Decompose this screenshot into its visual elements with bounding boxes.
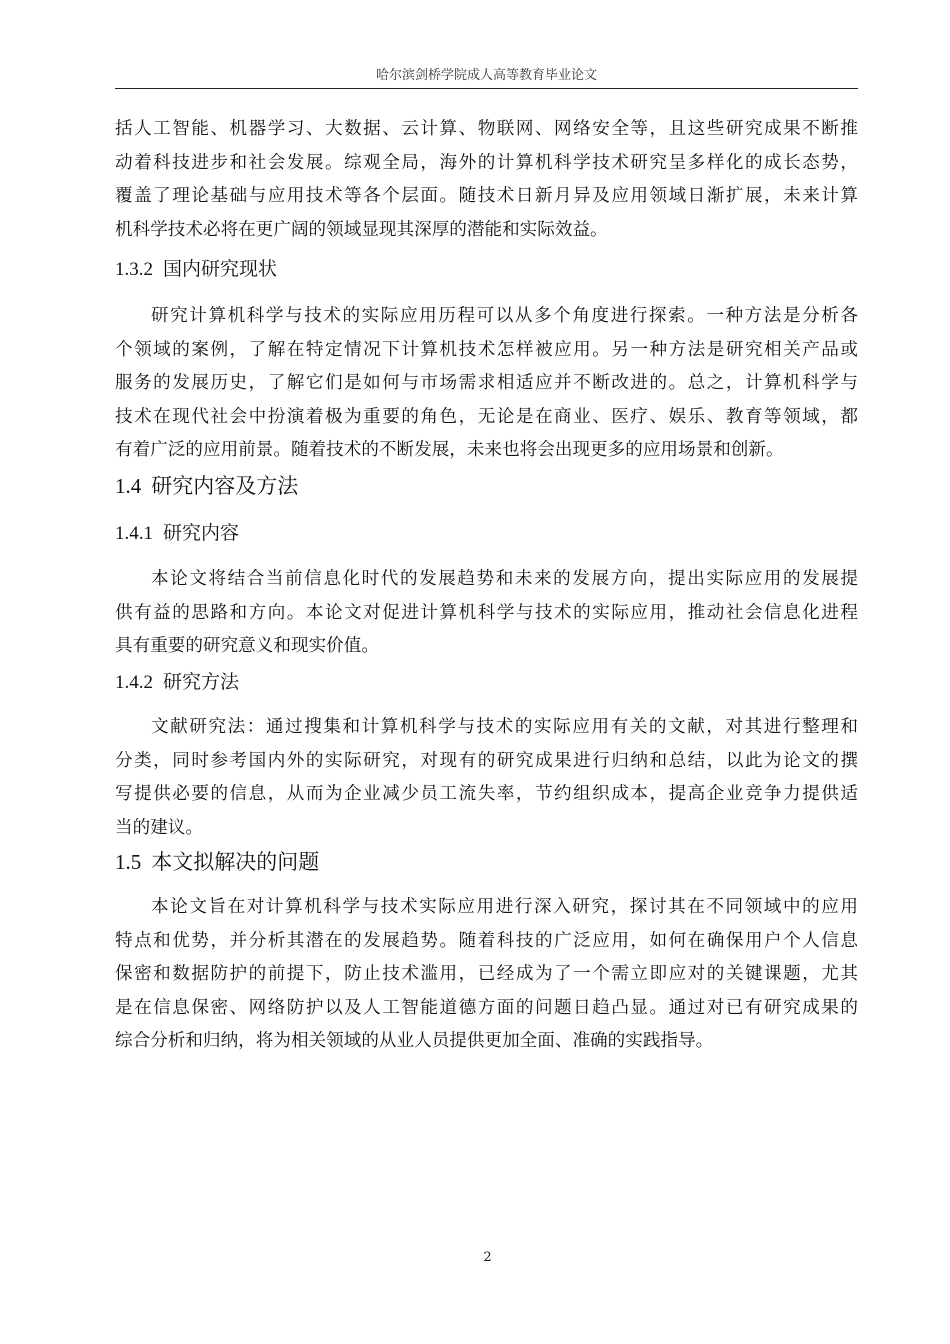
text-line: 技术在现代社会中扮演着极为重要的角色，无论是在商业、医疗、娱乐、教育等领域，都 <box>115 406 858 427</box>
text-line: 个领域的案例，了解在特定情况下计算机技术怎样被应用。另一种方法是研究相关产品或 <box>115 339 858 360</box>
text-line: 动着科技进步和社会发展。综观全局，海外的计算机科学技术研究呈多样化的成长态势， <box>115 152 858 173</box>
text-line: 本论文旨在对计算机科学与技术实际应用进行深入研究，探讨其在不同领域中的应用 <box>151 897 858 917</box>
text-line: 保密和数据防护的前提下，防止技术滥用，已经成为了一个需立即应对的关键课题，尤其 <box>115 964 858 984</box>
text-line: 分类，同时参考国内外的实际研究，对现有的研究成果进行归纳和总结，以此为论文的撰 <box>115 750 858 771</box>
heading-number: 1.4.1 <box>115 523 153 544</box>
heading-1-4-2 <box>115 667 858 697</box>
text-line: 研究计算机科学与技术的实际应用历程可以从多个角度进行探索。一种方法是分析各 <box>151 306 858 326</box>
running-header: 哈尔滨剑桥学院成人高等教育毕业论文 <box>375 68 597 83</box>
heading-title: 研究方法 <box>163 671 240 693</box>
heading-number: 1.3.2 <box>115 259 153 280</box>
text-line: 服务的发展历史，了解它们是如何与市场需求相适应并不断改进的。总之，计算机科学与 <box>115 373 858 393</box>
text-line: 综合分析和归纳，将为相关领域的从业人员提供更加全面、准确的实践指导。 <box>115 1031 714 1051</box>
heading-1-4 <box>115 470 858 502</box>
text-line: 特点和优势，并分析其潜在的发展趋势。随着科技的广泛应用，如何在确保用户个人信息 <box>115 930 858 951</box>
heading-title: 国内研究现状 <box>163 258 278 280</box>
paragraph-4 <box>115 711 858 845</box>
text-line: 本论文将结合当前信息化时代的发展趋势和未来的发展方向，提出实际应用的发展提 <box>151 569 858 589</box>
paragraph-1 <box>115 113 858 247</box>
text-line: 具有重要的研究意义和现实价值。 <box>115 636 379 656</box>
header-rule <box>115 88 858 89</box>
text-line: 写提供必要的信息，从而为企业减少员工流失率，节约组织成本，提高企业竞争力提供适 <box>115 784 858 804</box>
heading-1-5 <box>115 846 858 878</box>
page-number: 2 <box>483 1250 492 1265</box>
heading-number: 1.4 <box>115 474 142 498</box>
text-line: 有着广泛的应用前景。随着技术的不断发展，未来也将会出现更多的应用场景和创新。 <box>115 440 784 460</box>
text-line: 覆盖了理论基础与应用技术等各个层面。随技术日新月异及应用领域日渐扩展，未来计算 <box>115 186 858 206</box>
text-line: 机科学技术必将在更广阔的领域显现其深厚的潜能和实际效益。 <box>115 219 608 240</box>
text-line: 是在信息保密、网络防护以及人工智能道德方面的问题日趋凸显。通过对已有研究成果的 <box>115 997 858 1018</box>
heading-number: 1.4.2 <box>115 672 153 693</box>
text-line: 括人工智能、机器学习、大数据、云计算、物联网、网络安全等，且这些研究成果不断推 <box>115 119 858 139</box>
heading-1-3-2 <box>115 254 858 284</box>
heading-1-4-1 <box>115 518 858 548</box>
paragraph-2 <box>115 300 858 468</box>
paragraph-5 <box>115 891 858 1059</box>
text-line: 文献研究法：通过搜集和计算机科学与技术的实际应用有关的文献，对其进行整理和 <box>151 717 858 737</box>
heading-number: 1.5 <box>115 850 142 874</box>
paragraph-3 <box>115 563 858 664</box>
heading-title: 研究内容及方法 <box>151 474 299 498</box>
text-line: 供有益的思路和方向。本论文对促进计算机科学与技术的实际应用，推动社会信息化进程 <box>115 602 858 623</box>
heading-title: 研究内容 <box>163 522 240 544</box>
heading-title: 本文拟解决的问题 <box>151 850 320 874</box>
text-line: 当的建议。 <box>115 817 203 838</box>
